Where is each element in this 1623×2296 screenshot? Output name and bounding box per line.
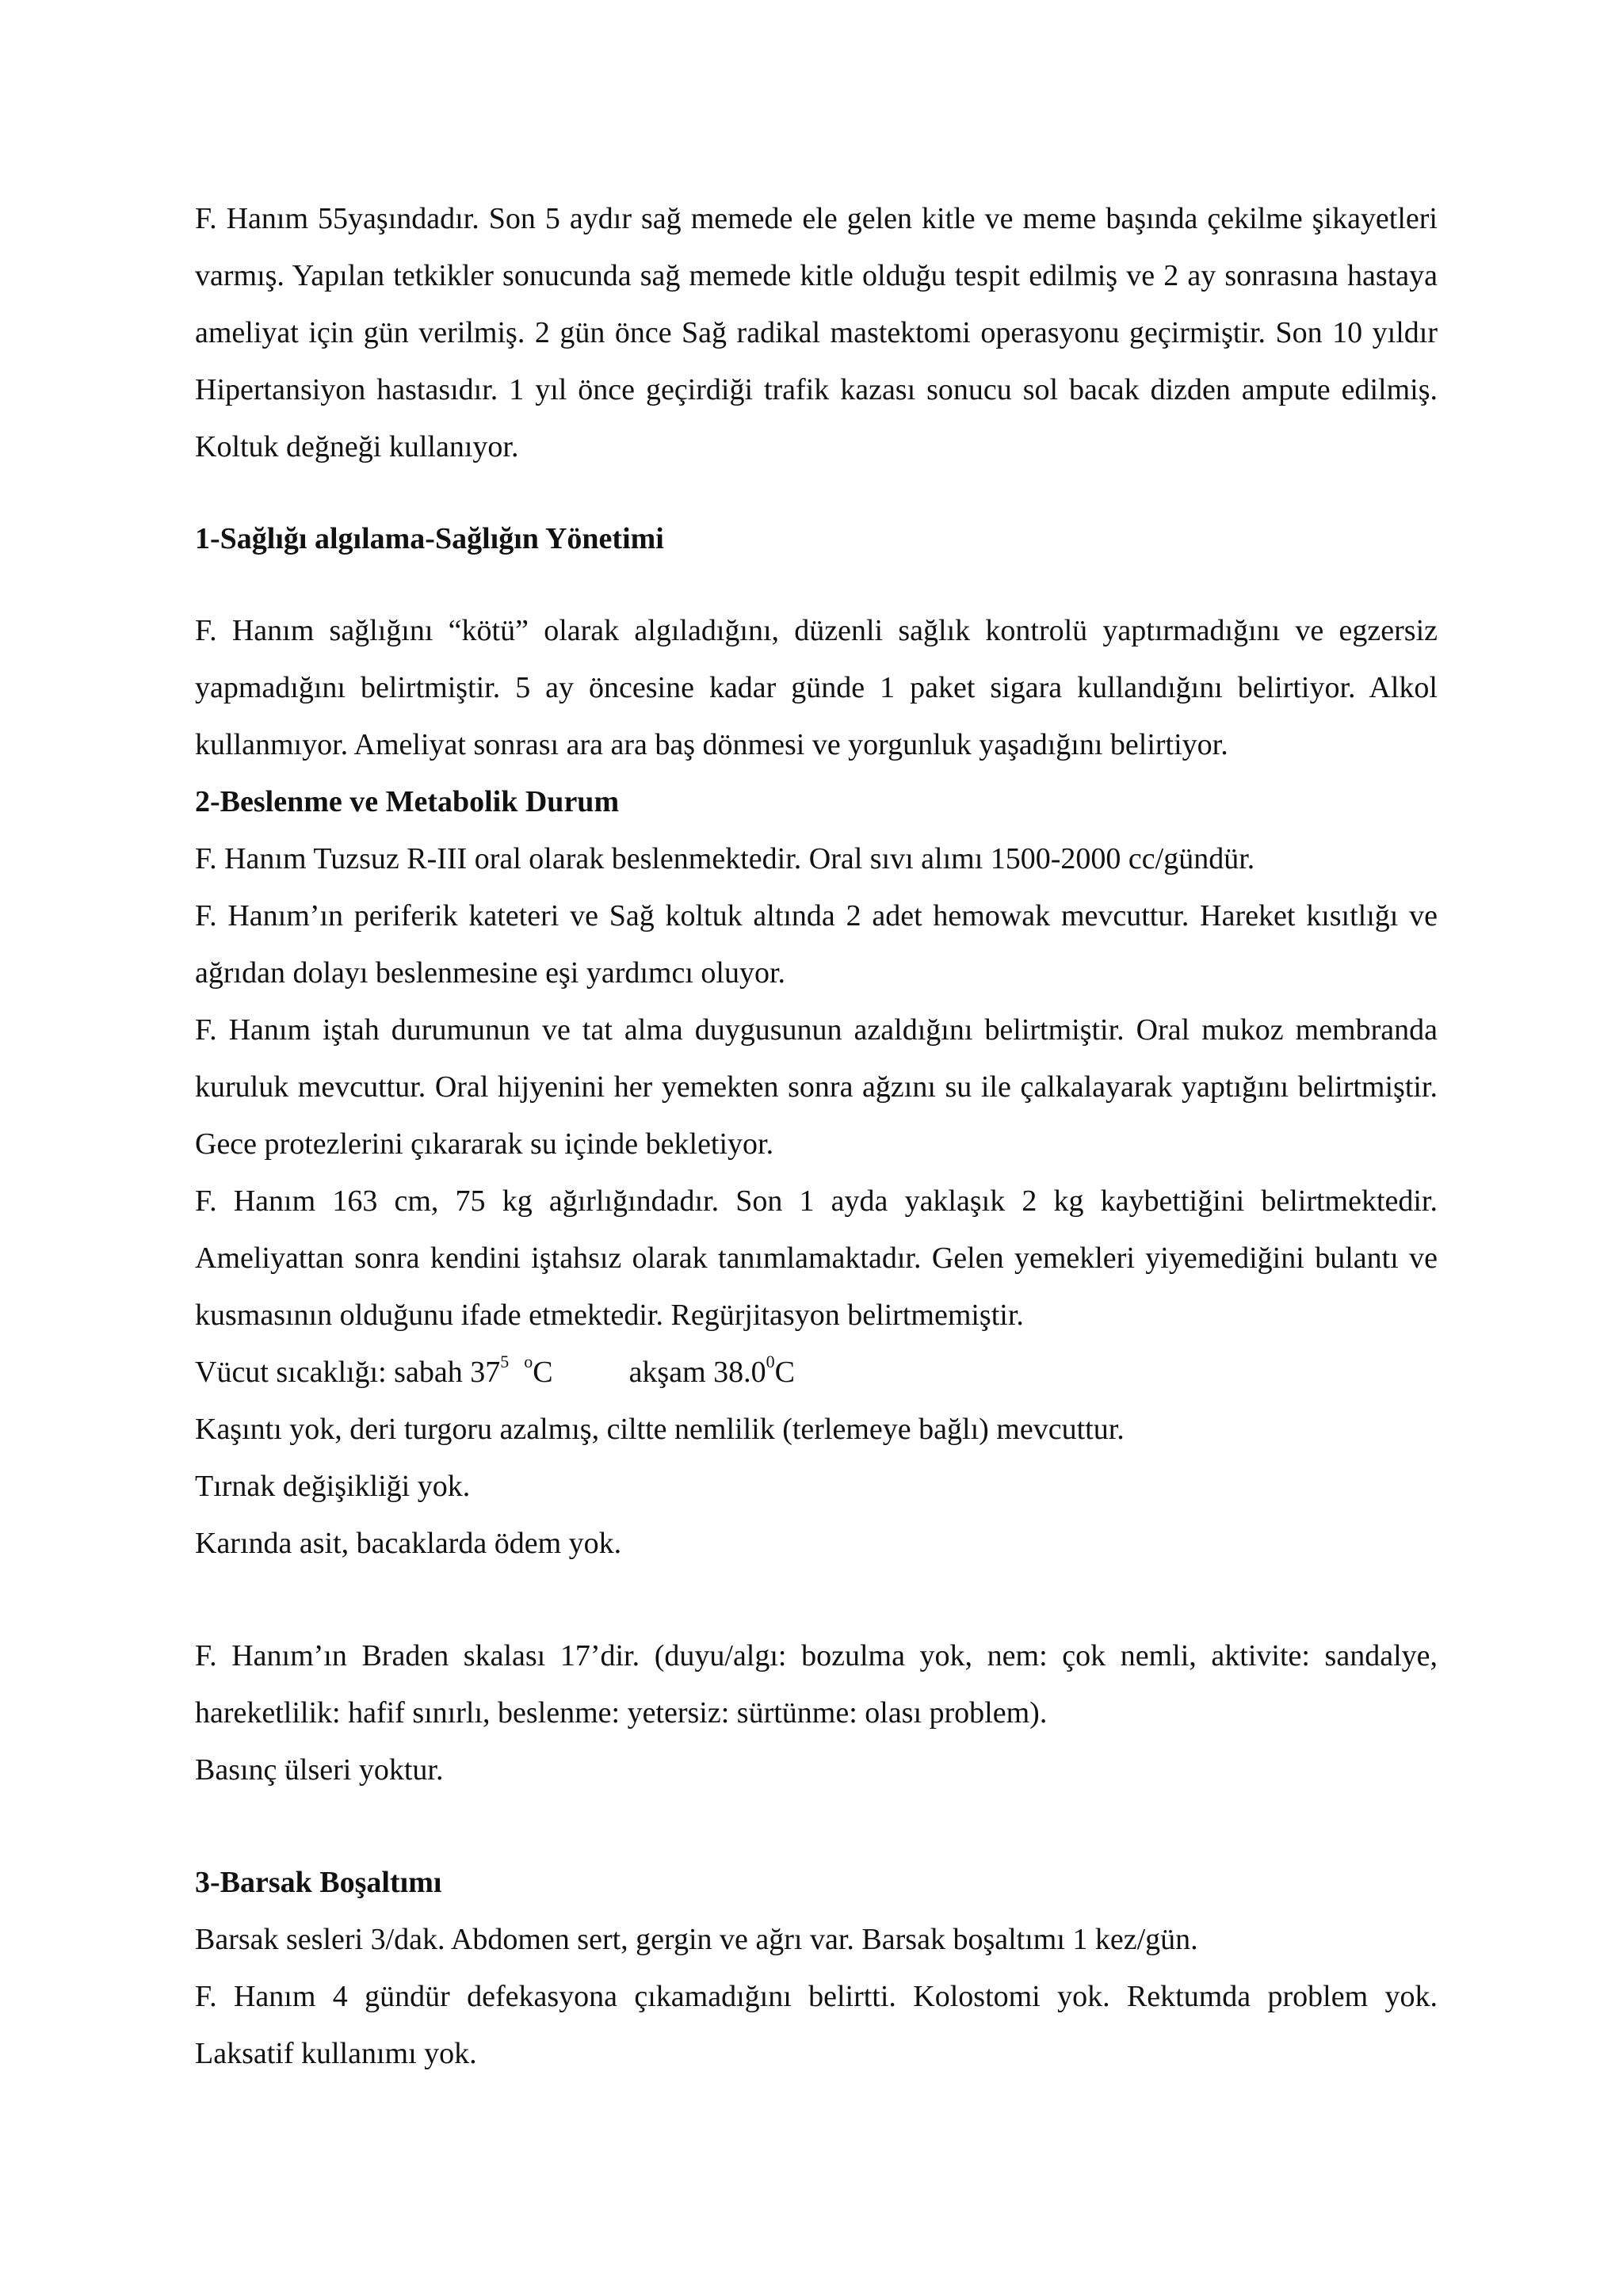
- document-page: [195, 190, 1438, 2082]
- skin-paragraph: Kaşıntı yok, deri turgoru azalmış, ciltte nemlilik (terlemeye bağlı) mevcuttur.: [195, 1413, 1125, 1446]
- spacer: [195, 475, 1438, 510]
- section-1-heading: 1-Sağlığı algılama-Sağlığın Yönetimi: [195, 522, 664, 555]
- temp-evening-label: akşam 38.0: [628, 1356, 766, 1389]
- spacer: [195, 567, 1438, 602]
- temp-morning-label: Vücut sıcaklığı: sabah 37: [195, 1356, 501, 1389]
- weight-paragraph: F. Hanım 163 cm, 75 kg ağırlığındadır. Son 1 ayda yaklaşık 2 kg kaybettiğini belirtmektedir. Ameliyattan sonra kendini iştahsız olarak tanımlamaktadır. Gelen yemekleri yiyemediğini bulantı ve kusmasının olduğunu ifade etmektedir. Regürjitasyon belirtmemiştir.: [195, 1184, 1438, 1332]
- nutrition-paragraph: F. Hanım Tuzsuz R-III oral olarak beslenmektedir. Oral sıvı alımı 1500-2000 cc/gündür.: [195, 842, 1255, 875]
- spacer: [195, 1572, 1438, 1627]
- temp-morning-decimal: 5: [500, 1352, 510, 1372]
- edema-paragraph: Karında asit, bacaklarda ödem yok.: [195, 1527, 622, 1560]
- temp-evening-degree: 0: [766, 1352, 775, 1372]
- section-3-heading: 3-Barsak Boşaltımı: [195, 1866, 442, 1899]
- spacer: [195, 1798, 1438, 1854]
- catheter-paragraph: F. Hanım’ın periferik kateteri ve Sağ koltuk altında 2 adet hemowak mevcuttur. Hareket kısıtlığı ve ağrıdan dolayı beslenmesine eşi yardımcı oluyor.: [195, 899, 1438, 990]
- defecation-paragraph: F. Hanım 4 gündür defekasyona çıkamadığını belirtti. Kolostomi yok. Rektumda problem yok. Laksatif kullanımı yok.: [195, 1980, 1438, 2070]
- intro-paragraph: F. Hanım 55yaşındadır. Son 5 aydır sağ memede ele gelen kitle ve meme başında çekilme şikayetleri varmış. Yapılan tetkikler sonucunda sağ memede kitle olduğu tespit edilmiş ve 2 ay sonrasına hastaya ameliyat için gün verilmiş. 2 gün önce Sağ radikal mastektomi operasyonu geçirmiştir. Son 10 yıldır Hipertansiyon hastasıdır. 1 yıl önce geçirdiği trafik kazası sonucu sol bacak dizden ampute edilmiş. Koltuk değneği kullanıyor.: [195, 202, 1438, 463]
- temp-morning-degree: o: [524, 1352, 533, 1372]
- appetite-paragraph: F. Hanım iştah durumunun ve tat alma duygusunun azaldığını belirtmiştir. Oral mukoz membranda kuruluk mevcuttur. Oral hijyenini her yemekten sonra ağzını su ile çalkalayarak yaptığını belirtmiştir. Gece protezlerini çıkararak su içinde bekletiyor.: [195, 1013, 1438, 1161]
- temp-evening-unit: C: [774, 1356, 795, 1389]
- temperature-line: [195, 1344, 1438, 1401]
- bowel-sounds-paragraph: Barsak sesleri 3/dak. Abdomen sert, gergin ve ağrı var. Barsak boşaltımı 1 kez/gün.: [195, 1923, 1198, 1956]
- braden-paragraph: F. Hanım’ın Braden skalası 17’dir. (duyu/algı: bozulma yok, nem: çok nemli, aktivite: sandalye, hareketlilik: hafif sınırlı, beslenme: yetersiz: sürtünme: olası problem).: [195, 1639, 1438, 1730]
- temp-morning-unit: C: [533, 1356, 553, 1389]
- nail-paragraph: Tırnak değişikliği yok.: [195, 1470, 471, 1503]
- section-1-paragraph: F. Hanım sağlığını “kötü” olarak algıladığını, düzenli sağlık kontrolü yaptırmadığını ve egzersiz yapmadığını belirtmiştir. 5 ay öncesine kadar günde 1 paket sigara kullandığını belirtiyor. Alkol kullanmıyor. Ameliyat sonrası ara ara baş dönmesi ve yorgunluk yaşadığını belirtiyor.: [195, 614, 1438, 761]
- section-2-heading: 2-Beslenme ve Metabolik Durum: [195, 785, 620, 818]
- pressure-ulcer-paragraph: Basınç ülseri yoktur.: [195, 1753, 444, 1787]
